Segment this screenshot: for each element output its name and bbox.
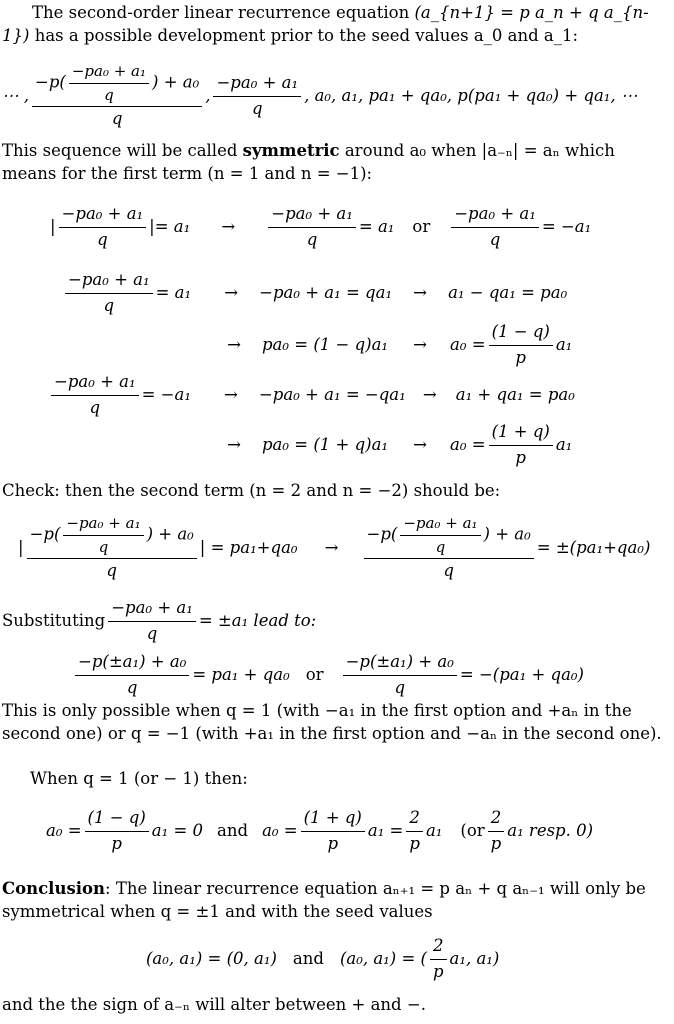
row1-rhs: = a₁ [154, 216, 191, 236]
subst-rhs1: = pa₁ + qa₀ [192, 664, 290, 684]
row3-tail: a₁ [555, 334, 573, 354]
conclusion-text: : The linear recurrence equation aₙ₊₁ = p aₙ + q aₙ₋₁ will only be symmetrical when q = ±1 and with the seed values [2, 879, 646, 921]
when-num1: (1 − q) [85, 807, 149, 832]
inner-lead: −p( [35, 72, 66, 92]
check2-inner-num: −pa₀ + a₁ [400, 513, 480, 536]
inner-den: q [104, 85, 114, 104]
development-lead: ⋯ , [2, 85, 29, 105]
row1-b: = a₁ [358, 216, 395, 236]
row1-den: q [97, 229, 108, 249]
when-den3: p [409, 833, 420, 853]
arrow-icon: → [224, 282, 239, 302]
arrow-icon: → [324, 537, 339, 557]
check2-inner-den: q [435, 537, 446, 556]
subst-eq2-den: q [394, 677, 405, 697]
intro-paragraph [0, 2, 674, 48]
check-den: q [106, 561, 117, 581]
when-mid3: a₁ [425, 820, 443, 840]
nested-fraction-numerator [32, 61, 202, 107]
arrow-icon: → [422, 384, 437, 404]
intro-text-1: The second-order linear recurrence equation [32, 3, 410, 22]
when-num4: 2 [488, 807, 505, 832]
when-or-lead: (or [460, 820, 485, 840]
when-num2: (1 + q) [301, 807, 365, 832]
row4-mid: −pa₀ + a₁ = −qa₁ [258, 384, 406, 404]
inner-fraction [69, 61, 149, 105]
check-paragraph [0, 480, 674, 503]
row5-num: (1 + q) [489, 421, 553, 446]
row1c-den: q [489, 229, 501, 249]
arrow-icon: → [227, 434, 241, 454]
derivation-row-2 [62, 266, 674, 320]
substituting-tail: = ±a₁ lead to: [198, 610, 317, 630]
row2-right: a₁ − qa₁ = pa₀ [448, 282, 568, 302]
row1b-num: −pa₀ + a₁ [268, 203, 356, 228]
subst-num: −pa₀ + a₁ [108, 597, 196, 622]
row3-num: (1 − q) [489, 321, 553, 346]
when-mid2: a₁ = [367, 820, 404, 840]
conclusion-seeds [146, 934, 674, 984]
seed2-num: 2 [430, 935, 447, 960]
when-or-tail: a₁ resp. 0) [507, 820, 594, 840]
arrow-icon: → [224, 384, 238, 404]
substituting-lead: Substituting [2, 610, 106, 630]
row4-den: q [89, 397, 101, 417]
substituting-line [2, 596, 674, 646]
row5-a0: a₀ = [450, 434, 486, 454]
nested-fraction-denominator: q [111, 109, 123, 129]
arrow-icon: → [413, 334, 427, 354]
conclusion-bold: Conclusion [2, 879, 106, 898]
or-text: or [412, 216, 431, 236]
subst-eq2-num: −p(±a₁) + a₀ [343, 651, 457, 676]
row1-c: = −a₁ [541, 216, 592, 236]
when-num3: 2 [406, 807, 423, 832]
row5-tail: a₁ [555, 434, 573, 454]
arrow-icon: → [221, 216, 236, 236]
subst-or: or [305, 664, 324, 684]
final-line [0, 994, 674, 1017]
row5-mid: pa₀ = (1 + q)a₁ [262, 434, 389, 454]
row2-rhs: = a₁ [155, 282, 192, 302]
when-and: and [217, 820, 249, 840]
first-fraction-den: q [252, 98, 263, 118]
check-inner-tail: ) + a₀ [146, 524, 194, 544]
when-line [0, 768, 674, 791]
definition-bold: symmetric [242, 141, 340, 160]
row5-den: p [515, 447, 526, 467]
when-text: When q = 1 (or − 1) then: [30, 769, 248, 788]
row2-den: q [103, 295, 115, 315]
nested-fraction [32, 61, 202, 131]
when-a0b: a₀ = [262, 820, 298, 840]
definition-text-2: around a₀ when |a₋ₙ| = aₙ which means for the first term (n = 1 and n = −1): [2, 141, 615, 183]
inner-tail: ) + a₀ [152, 72, 200, 92]
final-text: and the the sign of a₋ₙ will alter between + and −. [2, 995, 426, 1014]
row4-num: −pa₀ + a₁ [51, 371, 139, 396]
arrow-icon: → [413, 282, 427, 302]
check-inner-lead: −p( [29, 524, 61, 544]
check2-inner-tail: ) + a₀ [483, 524, 531, 544]
row3-den: p [515, 347, 526, 367]
conclusion-paragraph [0, 878, 674, 924]
row4-right: a₁ + qa₁ = pa₀ [455, 384, 575, 404]
check-rhs1: | = pa₁+qa₀ [199, 537, 298, 557]
row3-mid: pa₀ = (1 − q)a₁ [262, 334, 389, 354]
row2-mid: −pa₀ + a₁ = qa₁ [259, 282, 393, 302]
check2-inner-lead: −p( [366, 524, 398, 544]
subst-rhs2: = −(pa₁ + qa₀) [459, 664, 584, 684]
arrow-icon: → [227, 334, 241, 354]
check-equation: | −p( $\frac{\text{−pa₀ + a₁}}{q}$ ) + a₀ q | = pa₁+qa₀ → −p( $\frac{\text{−pa₀ + a₁}}{q}$ ) + a₀ q = ±(pa₁+qa₀) [18, 510, 674, 586]
row1b-den: q [306, 229, 318, 249]
when-a0: a₀ = [46, 820, 82, 840]
arrow-icon: → [413, 434, 427, 454]
intro-text-2: has a possible development prior to the seed values a_0 and a_1: [34, 25, 579, 45]
subst-eq-num: −p(±a₁) + a₀ [75, 651, 189, 676]
possible-paragraph [0, 700, 674, 746]
substituting-equation [72, 648, 674, 702]
intro-equation: (a_{n+1} = p a_n + q a_{n-1}) [2, 3, 649, 45]
possible-text: This is only possible when q = 1 (with −a₁ in the first option and +aₙ in the second one) or q = −1 (with +a₁ in the first option and −aₙ in the second one). [2, 701, 662, 743]
seed2-den: p [432, 961, 444, 981]
first-fraction [213, 72, 301, 121]
check2-den: q [443, 561, 454, 581]
row1c-num: −pa₀ + a₁ [451, 203, 539, 228]
when-den4: p [490, 833, 502, 853]
subst-den: q [146, 623, 158, 643]
seeds-and: and [292, 948, 324, 968]
when-den2: p [327, 833, 339, 853]
row1-num: −pa₀ + a₁ [59, 203, 147, 228]
development-tail: , a₀, a₁, pa₁ + qa₀, p(pa₁ + qa₀) + qa₁, ⋯ [304, 85, 638, 105]
check-inner-num: −pa₀ + a₁ [63, 513, 143, 536]
row4-rhs: = −a₁ [141, 384, 191, 404]
definition-paragraph [0, 140, 674, 186]
row2-num: −pa₀ + a₁ [65, 269, 153, 294]
definition-text-1: This sequence will be called [2, 141, 238, 160]
seed2-lead: (a₀, a₁) = ( [339, 948, 427, 968]
when-mid1: a₁ = 0 [151, 820, 204, 840]
check-rhs2: = ±(pa₁+qa₀) [536, 537, 651, 557]
derivation-row-3 [216, 318, 674, 372]
when-equation [46, 804, 674, 858]
seed2-tail: a₁, a₁) [449, 948, 500, 968]
development-sequence: ⋯ , −p( $\frac{\text{−pa₀ + a₁}}{q}$ ) + a₀ q , $\frac{\text{−pa₀ + a₁}}{q}$ , a₀, a₁, pa₁ + qa₀, p(pa₁ + qa₀) + qa₁, ⋯ [2, 58, 674, 134]
check-text: Check: then the second term (n = 2 and n = −2) should be: [2, 481, 501, 500]
check-inner-den: q [98, 537, 109, 556]
inner-num: −pa₀ + a₁ [69, 61, 149, 84]
derivation-row-1: | $\frac{\text{−pa₀ + a₁}}{q}$ | = a₁ → $\frac{\text{−pa₀ + a₁}}{q}$ = a₁ or $\frac{\text{−pa₀ + a₁}}{q}$ = −a₁ [50, 200, 674, 254]
seed1: (a₀, a₁) = (0, a₁) [146, 948, 277, 968]
derivation-row-4 [48, 368, 674, 422]
when-den1: p [111, 833, 122, 853]
first-fraction-num: −pa₀ + a₁ [213, 72, 301, 97]
derivation-row-5 [216, 418, 674, 472]
row3-a0: a₀ = [450, 334, 486, 354]
subst-eq-den: q [126, 677, 138, 697]
